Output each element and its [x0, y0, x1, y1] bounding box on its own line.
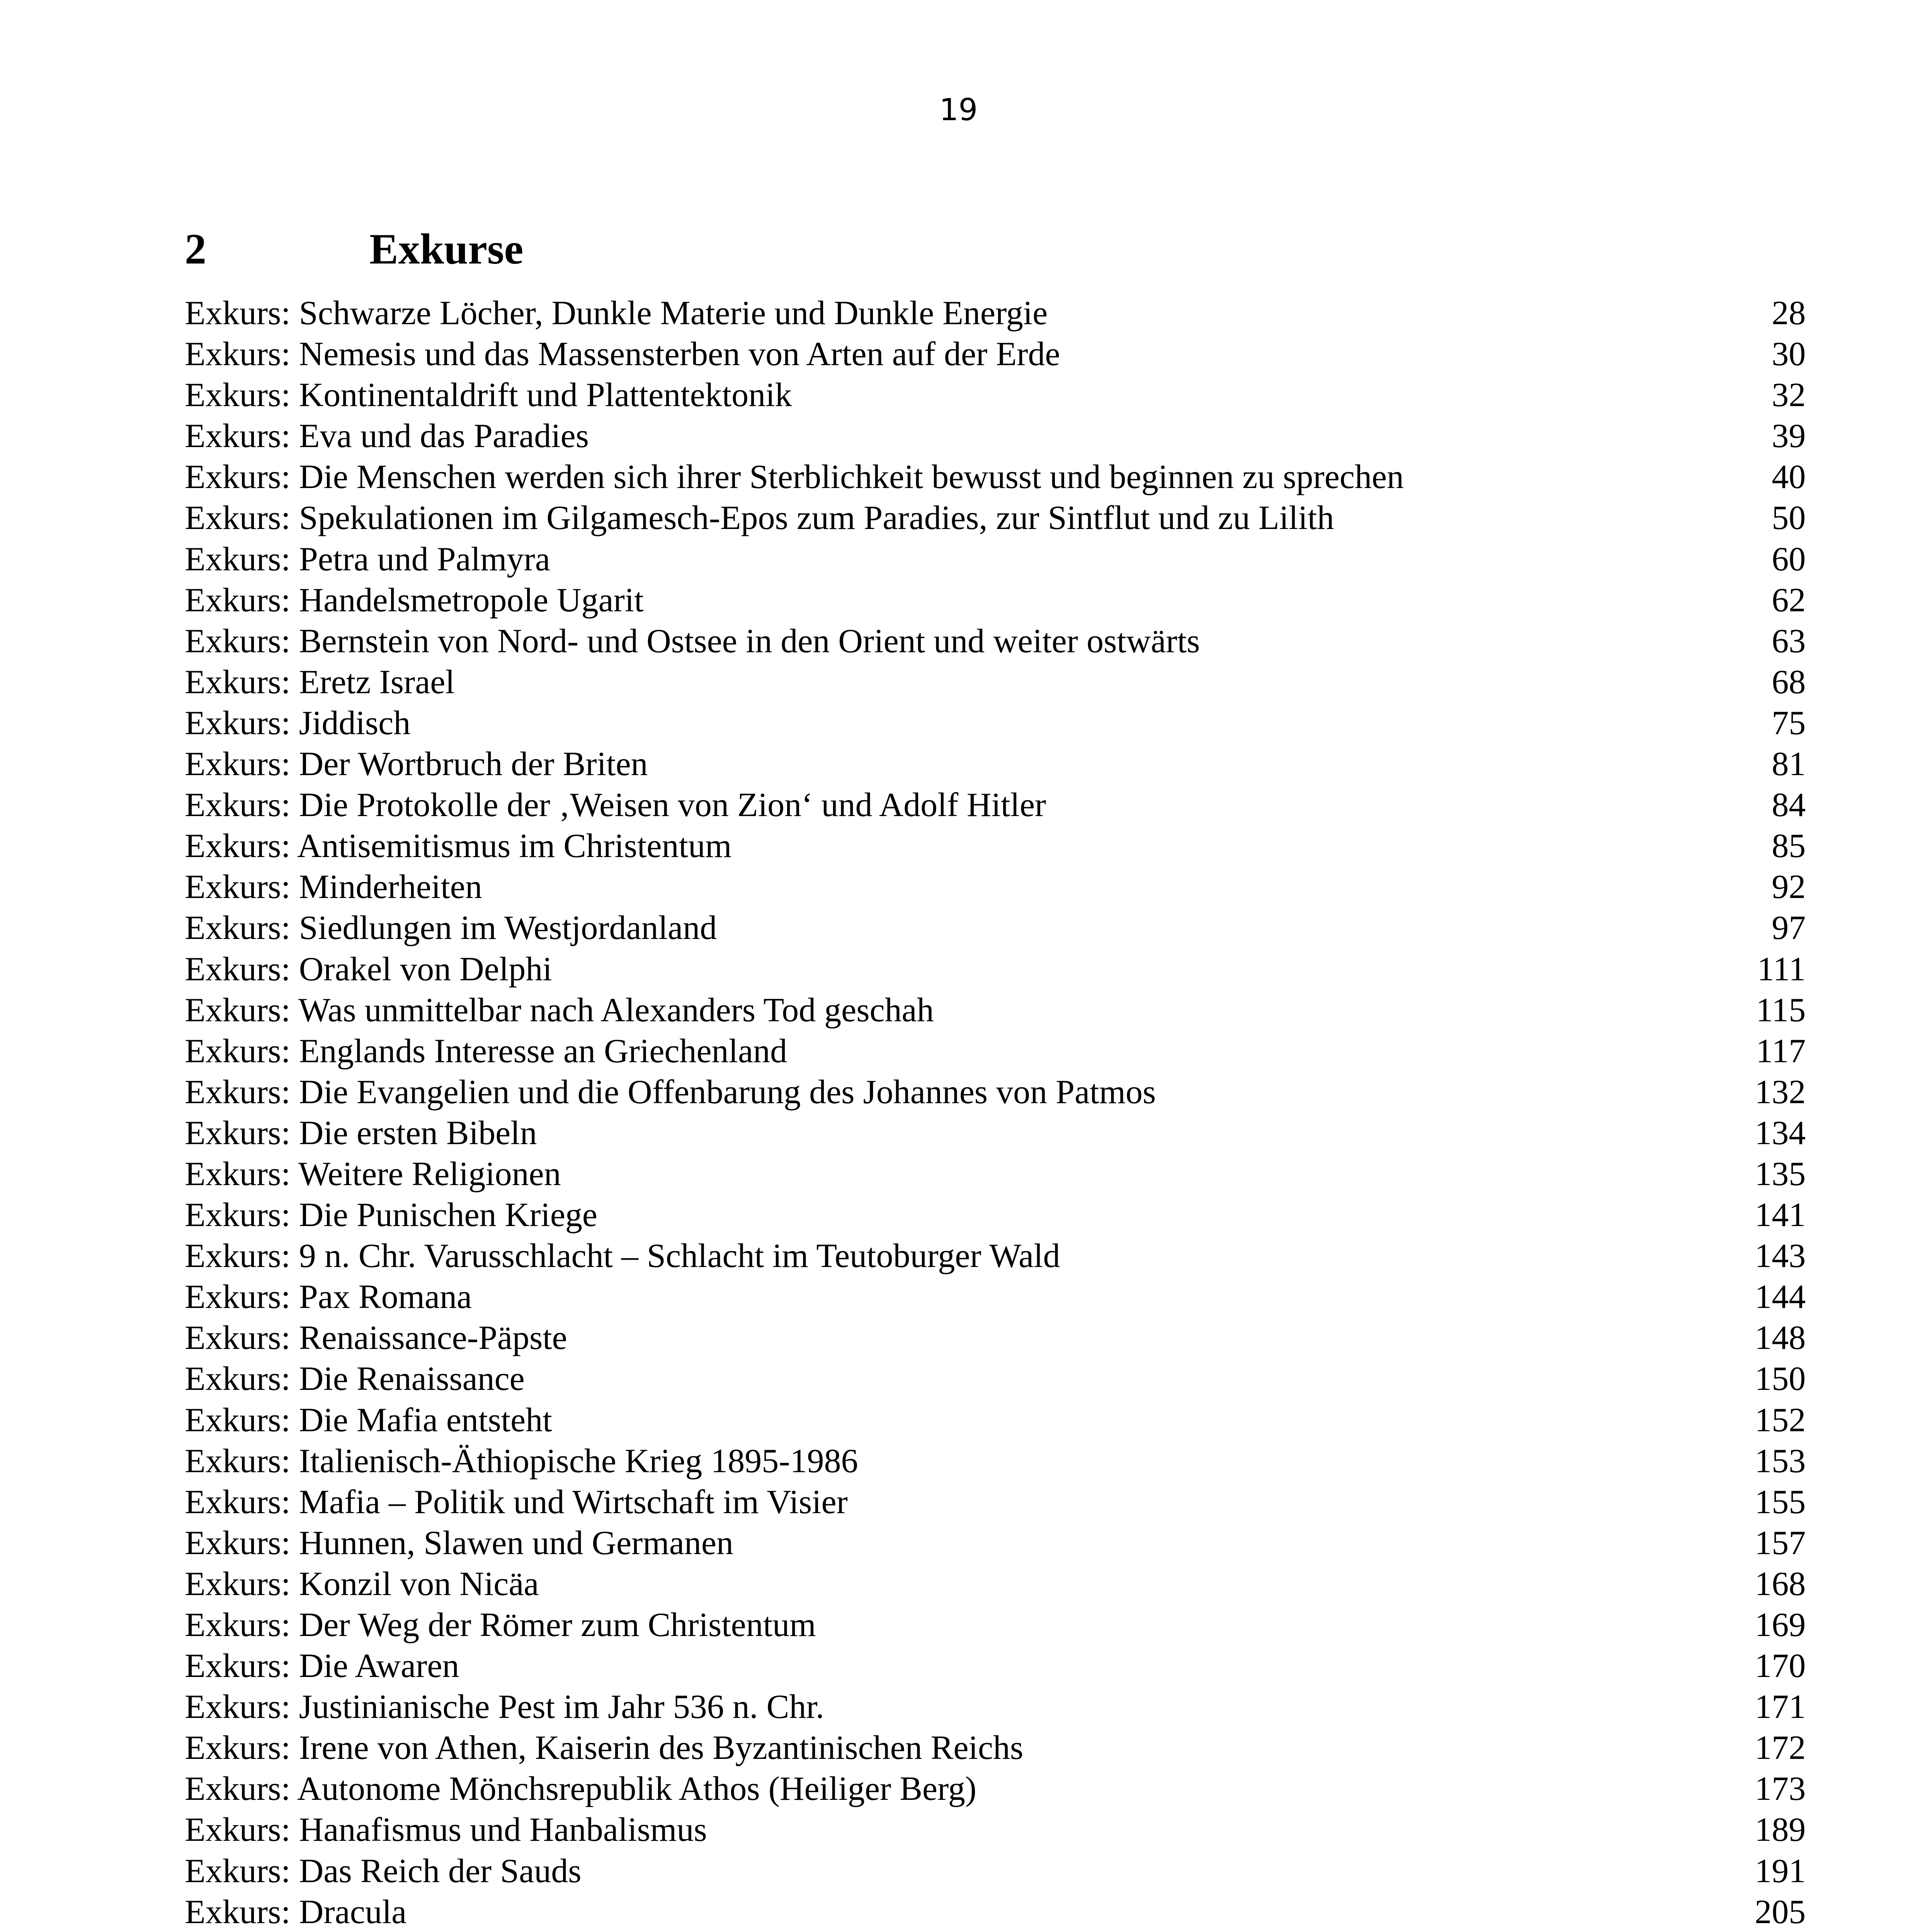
toc-entry-title: Exkurs: Die Renaissance [185, 1360, 525, 1398]
toc-entry [185, 1769, 1806, 1810]
toc-entry-page: 168 [1755, 1565, 1806, 1603]
toc-entry [185, 1318, 1806, 1359]
toc-entry [185, 1605, 1806, 1646]
toc-entry [185, 1482, 1806, 1523]
toc-entry-title: Exkurs: Renaissance-Päpste [185, 1319, 567, 1357]
toc-entry-page: 148 [1755, 1319, 1806, 1357]
toc-entry-page: 97 [1772, 909, 1806, 947]
toc-entry [185, 1646, 1806, 1687]
toc-entry-page: 134 [1755, 1114, 1806, 1152]
toc-entry-page: 30 [1772, 335, 1806, 373]
toc-entry [185, 1564, 1806, 1605]
toc-entry [185, 580, 1806, 621]
table-of-contents [185, 293, 1806, 1932]
toc-entry-title: Exkurs: Die Punischen Kriege [185, 1196, 597, 1234]
toc-entry-title: Exkurs: Die Protokolle der ‚Weisen von Zion‘ und Adolf Hitler [185, 786, 1046, 824]
toc-entry-page: 172 [1755, 1729, 1806, 1767]
toc-entry-page: 81 [1772, 745, 1806, 783]
toc-entry-page: 169 [1755, 1606, 1806, 1644]
toc-entry [185, 1072, 1806, 1113]
toc-entry-title: Exkurs: Petra und Palmyra [185, 540, 550, 578]
toc-entry-title: Exkurs: Irene von Athen, Kaiserin des Byzantinischen Reichs [185, 1729, 1024, 1767]
toc-entry-title: Exkurs: Italienisch-Äthiopische Krieg 1895-1986 [185, 1442, 858, 1480]
toc-entry-title: Exkurs: Was unmittelbar nach Alexanders Tod geschah [185, 991, 934, 1029]
toc-entry-page: 62 [1772, 581, 1806, 619]
toc-entry [185, 949, 1806, 990]
toc-entry-page: 189 [1755, 1811, 1806, 1849]
toc-entry-title: Exkurs: Das Reich der Sauds [185, 1852, 582, 1890]
toc-entry [185, 908, 1806, 949]
toc-entry-title: Exkurs: Antisemitismus im Christentum [185, 827, 732, 865]
toc-entry-page: 28 [1772, 294, 1806, 332]
toc-entry [185, 1154, 1806, 1195]
toc-entry [185, 1810, 1806, 1850]
toc-entry-title: Exkurs: Die Mafia entsteht [185, 1401, 552, 1439]
toc-entry-page: 170 [1755, 1647, 1806, 1685]
toc-entry-title: Exkurs: Kontinentaldrift und Plattentektonik [185, 376, 792, 414]
toc-entry-page: 60 [1772, 540, 1806, 578]
toc-entry-page: 40 [1772, 458, 1806, 496]
toc-entry-title: Exkurs: Die ersten Bibeln [185, 1114, 537, 1152]
toc-entry-page: 32 [1772, 376, 1806, 414]
toc-entry-title: Exkurs: Mafia – Politik und Wirtschaft im Visier [185, 1483, 848, 1521]
toc-entry-page: 84 [1772, 786, 1806, 824]
toc-entry [185, 498, 1806, 539]
toc-entry [185, 334, 1806, 375]
page-number: 19 [939, 93, 978, 128]
toc-entry-page: 92 [1772, 868, 1806, 906]
toc-entry [185, 293, 1806, 334]
toc-entry-title: Exkurs: Handelsmetropole Ugarit [185, 581, 644, 619]
toc-entry [185, 1892, 1806, 1932]
toc-entry [185, 1277, 1806, 1318]
toc-entry [185, 375, 1806, 416]
toc-entry-title: Exkurs: Weitere Religionen [185, 1155, 561, 1193]
toc-entry [185, 1400, 1806, 1441]
toc-entry [185, 621, 1806, 662]
toc-entry-title: Exkurs: Spekulationen im Gilgamesch-Epos zum Paradies, zur Sintflut und zu Lilith [185, 499, 1334, 537]
toc-entry-page: 173 [1755, 1770, 1806, 1808]
toc-entry-page: 205 [1755, 1893, 1806, 1931]
section-number: 2 [185, 225, 206, 273]
toc-entry [185, 990, 1806, 1031]
toc-entry-page: 50 [1772, 499, 1806, 537]
toc-entry [185, 1236, 1806, 1277]
toc-entry-title: Exkurs: Konzil von Nicäa [185, 1565, 539, 1603]
toc-entry-title: Exkurs: Die Evangelien und die Offenbarung des Johannes von Patmos [185, 1073, 1156, 1111]
toc-entry [185, 744, 1806, 785]
toc-entry-page: 155 [1755, 1483, 1806, 1521]
toc-entry-title: Exkurs: Siedlungen im Westjordanland [185, 909, 717, 947]
toc-entry-title: Exkurs: Eretz Israel [185, 663, 455, 701]
toc-entry-page: 117 [1756, 1032, 1806, 1070]
toc-entry-title: Exkurs: Pax Romana [185, 1278, 472, 1316]
toc-entry-page: 150 [1755, 1360, 1806, 1398]
toc-entry-title: Exkurs: Die Awaren [185, 1647, 459, 1685]
toc-entry-title: Exkurs: Der Weg der Römer zum Christentum [185, 1606, 816, 1644]
toc-entry [185, 703, 1806, 744]
toc-entry-title: Exkurs: Der Wortbruch der Briten [185, 745, 648, 783]
toc-entry-page: 111 [1757, 950, 1806, 988]
toc-entry [185, 416, 1806, 457]
toc-entry-title: Exkurs: Orakel von Delphi [185, 950, 552, 988]
toc-entry [185, 539, 1806, 580]
toc-entry [185, 785, 1806, 826]
toc-entry [185, 1113, 1806, 1154]
toc-entry-page: 63 [1772, 622, 1806, 660]
toc-entry-title: Exkurs: Dracula [185, 1893, 407, 1931]
toc-entry [185, 1441, 1806, 1482]
toc-entry-title: Exkurs: Englands Interesse an Griechenland [185, 1032, 788, 1070]
toc-entry-title: Exkurs: Bernstein von Nord- und Ostsee in den Orient und weiter ostwärts [185, 622, 1200, 660]
toc-entry [185, 1523, 1806, 1564]
toc-entry [185, 1728, 1806, 1769]
toc-entry-page: 85 [1772, 827, 1806, 865]
toc-entry [185, 457, 1806, 498]
toc-entry [185, 826, 1806, 867]
toc-entry-title: Exkurs: Jiddisch [185, 704, 411, 742]
toc-entry-page: 75 [1772, 704, 1806, 742]
toc-entry-page: 143 [1755, 1237, 1806, 1275]
toc-entry [185, 1359, 1806, 1400]
toc-entry-page: 39 [1772, 417, 1806, 455]
toc-entry-title: Exkurs: Autonome Mönchsrepublik Athos (Heiliger Berg) [185, 1770, 977, 1808]
toc-entry [185, 1687, 1806, 1728]
toc-entry-page: 135 [1755, 1155, 1806, 1193]
toc-entry-page: 171 [1755, 1688, 1806, 1726]
toc-entry-page: 157 [1755, 1524, 1806, 1562]
toc-entry-title: Exkurs: Eva und das Paradies [185, 417, 589, 455]
toc-entry [185, 867, 1806, 908]
toc-entry-page: 132 [1755, 1073, 1806, 1111]
section-title: Exkurse [369, 225, 524, 273]
toc-entry-page: 153 [1755, 1442, 1806, 1480]
toc-entry-page: 191 [1755, 1852, 1806, 1890]
toc-entry [185, 1851, 1806, 1892]
toc-entry-title: Exkurs: 9 n. Chr. Varusschlacht – Schlacht im Teutoburger Wald [185, 1237, 1060, 1275]
toc-entry [185, 1195, 1806, 1236]
toc-entry-title: Exkurs: Hunnen, Slawen und Germanen [185, 1524, 733, 1562]
toc-entry-page: 68 [1772, 663, 1806, 701]
toc-entry-title: Exkurs: Minderheiten [185, 868, 482, 906]
toc-entry-page: 144 [1755, 1278, 1806, 1316]
toc-entry [185, 662, 1806, 703]
toc-entry-title: Exkurs: Schwarze Löcher, Dunkle Materie und Dunkle Energie [185, 294, 1048, 332]
toc-entry-page: 152 [1755, 1401, 1806, 1439]
toc-entry-page: 115 [1756, 991, 1806, 1029]
toc-entry-title: Exkurs: Justinianische Pest im Jahr 536 n. Chr. [185, 1688, 824, 1726]
toc-entry-title: Exkurs: Die Menschen werden sich ihrer Sterblichkeit bewusst und beginnen zu sprechen [185, 458, 1404, 496]
toc-entry-title: Exkurs: Nemesis und das Massensterben von Arten auf der Erde [185, 335, 1060, 373]
toc-entry-title: Exkurs: Hanafismus und Hanbalismus [185, 1811, 707, 1849]
toc-entry-page: 141 [1755, 1196, 1806, 1234]
toc-entry [185, 1031, 1806, 1072]
